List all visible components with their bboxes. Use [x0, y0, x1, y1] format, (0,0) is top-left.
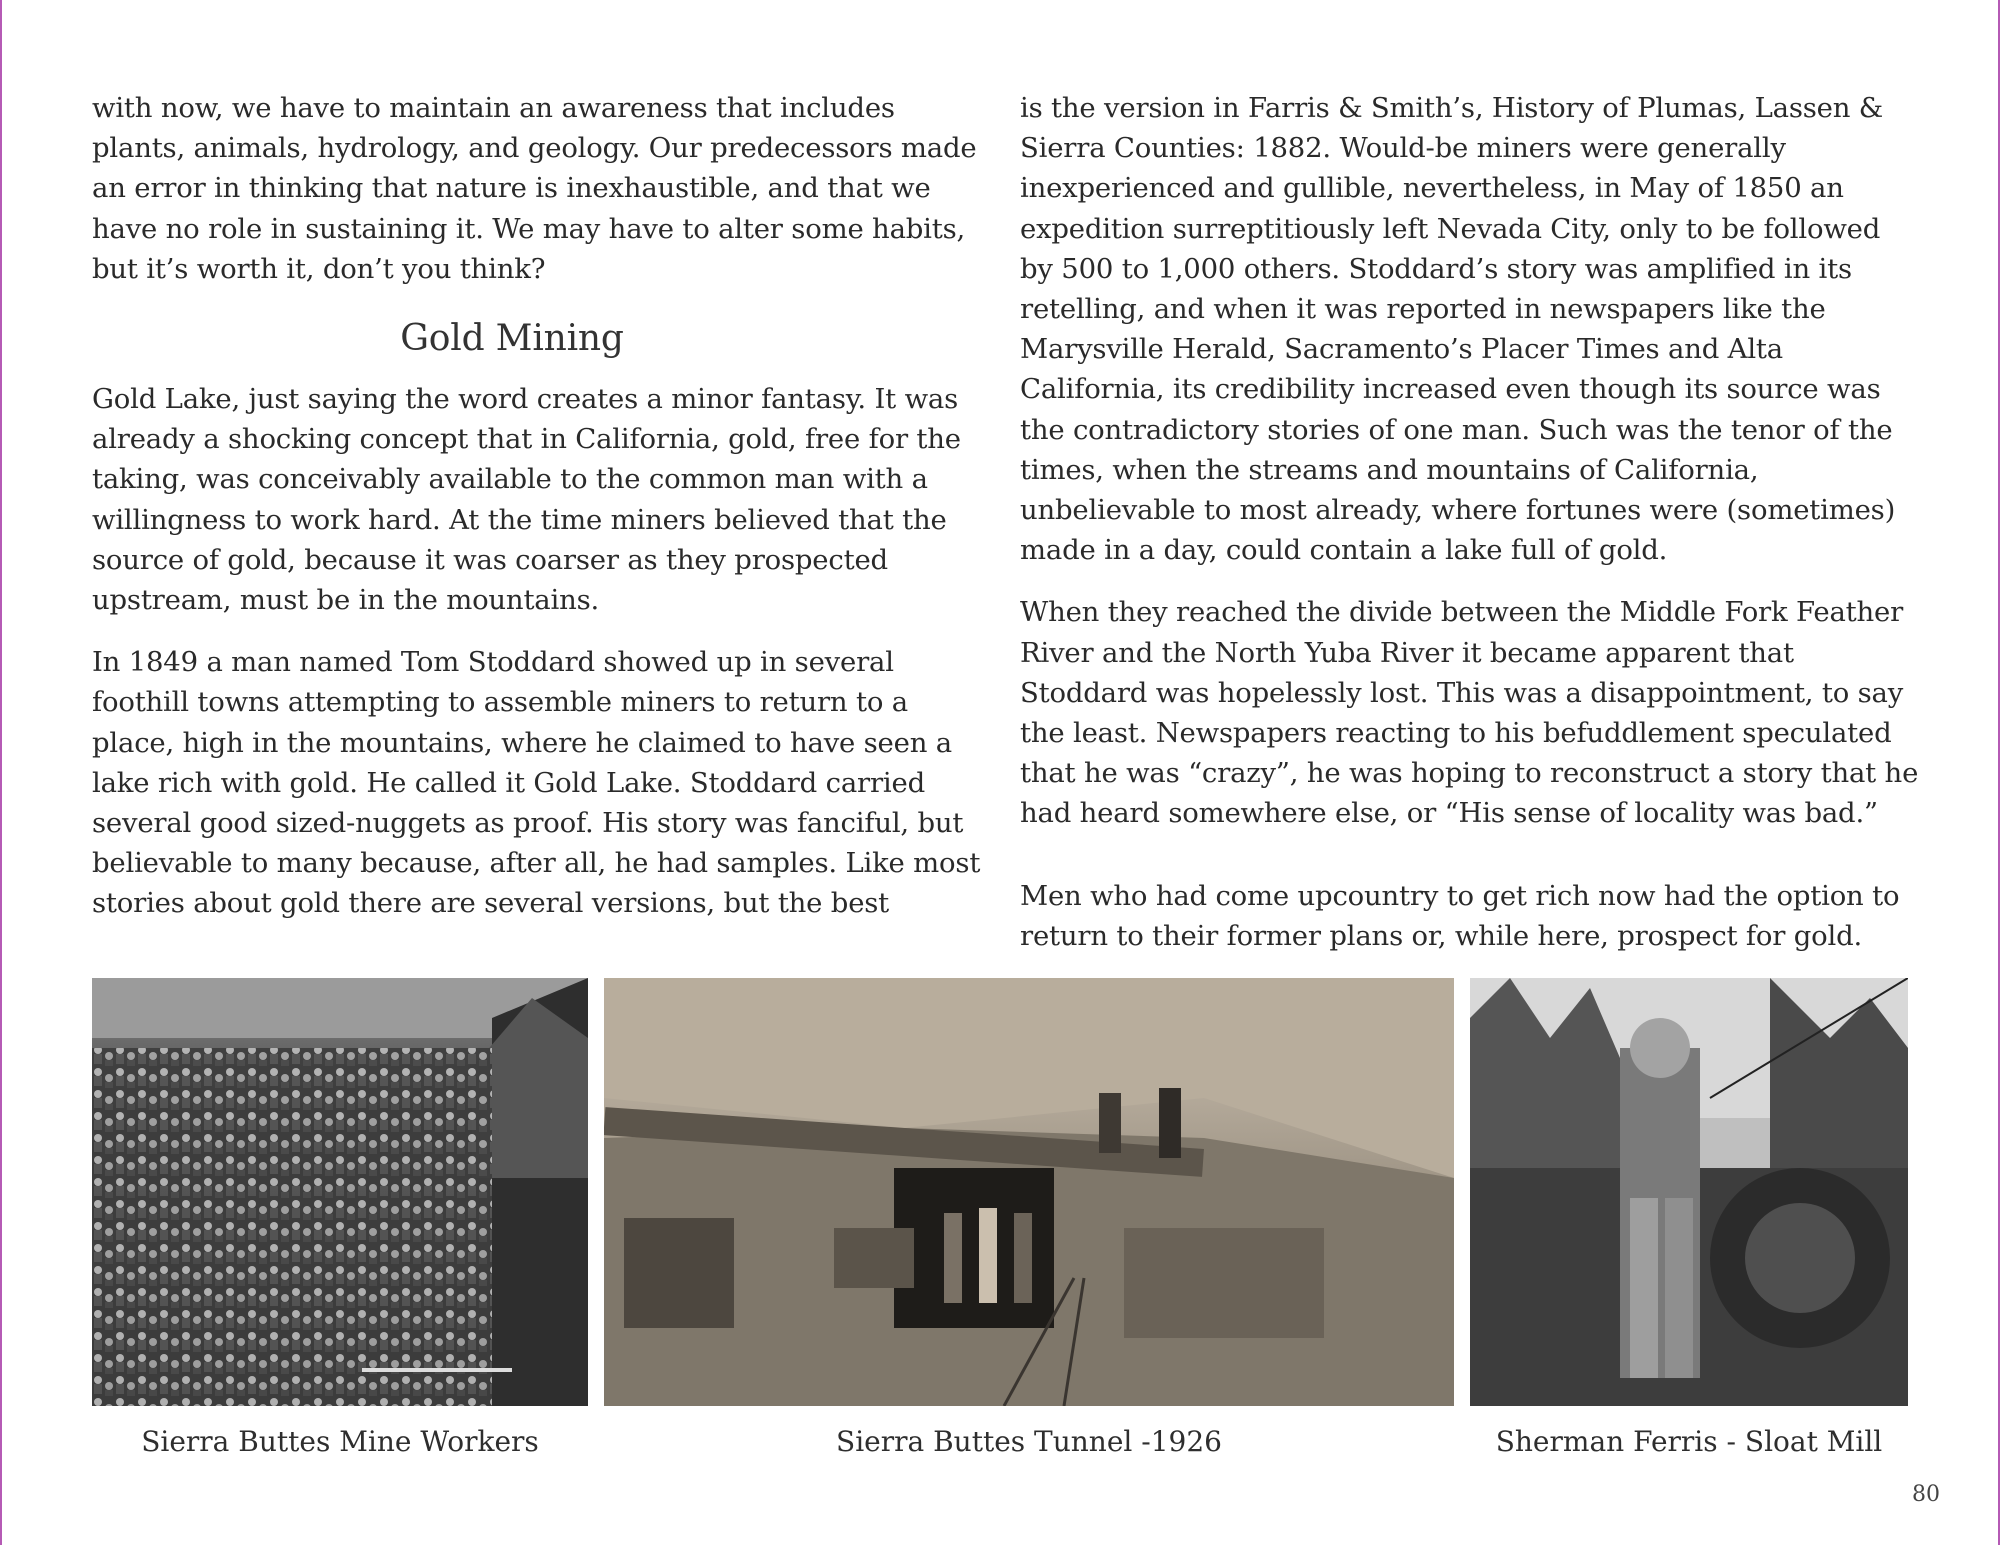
page-number: 80: [1912, 1482, 1940, 1507]
section-heading: Gold Mining: [400, 318, 624, 360]
gold-lake-paragraph: Gold Lake, just saying the word creates a minor fantasy. It was already a shocking concept that in California, gold, free for the taking, was conceivably available to the common man with a willingness to work hard. At the time miners believed that the source of gold, because it was coarser as they prospected upstream, must be in the mountains.: [92, 383, 961, 617]
left-text-column: [92, 88, 992, 924]
caption-tunnel: Sierra Buttes Tunnel -1926: [836, 1425, 1222, 1458]
intro-paragraph: with now, we have to maintain an awareness that includes plants, animals, hydrology, and geology. Our predecessors made an error in thinking that nature is inexhaustible, and that we have no role in sustaining it. We may have to alter some habits, but it’s worth it, don’t you think?: [92, 92, 977, 285]
version-paragraph: is the version in Farris & Smith’s, History of Plumas, Lassen & Sierra Counties: 1882. Would-be miners were generally inexperienced and gullible, nevertheless, in May of 1850 an expedition surreptitiously left Nevada City, only to be followed by 500 to 1,000 others. Stoddard’s story was amplified in its retelling, and when it was reported in newspapers like the Marysville Herald, Sacramento’s Placer Times and Alta California, its credibility increased even though its source was the contradictory stories of one man. Such was the tenor of the times, when the streams and mountains of California, unbelievable to most already, where fortunes were (sometimes) made in a day, could contain a lake full of gold.: [1020, 92, 1896, 567]
caption-mine-workers: Sierra Buttes Mine Workers: [141, 1425, 539, 1458]
page-border-left: [0, 0, 2, 1545]
divide-paragraph: When they reached the divide between the Middle Fork Feather River and the North Yuba River it became apparent that Stoddard was hopelessly lost. This was a disappointment, to say the least. Newspapers reacting to his befuddlement speculated that he was “crazy”, he was hoping to reconstruct a story that he had heard somewhere else, or “His sense of locality was bad.”: [1020, 596, 1919, 830]
stoddard-paragraph: In 1849 a man named Tom Stoddard showed up in several foothill towns attempting to assemble miners to return to a place, high in the mountains, where he claimed to have seen a lake rich with gold. He called it Gold Lake. Stoddard carried several good sized-nuggets as proof. His story was fanciful, but believable to many because, after all, he had samples. Like most stories about gold there are several versions, but the best: [92, 646, 981, 920]
photo-tunnel: [604, 978, 1454, 1406]
photo-sherman-ferris: [1470, 978, 1908, 1406]
right-text-column: [1020, 88, 1920, 956]
photo-mine-workers: [92, 978, 588, 1406]
caption-sherman-ferris: Sherman Ferris - Sloat Mill: [1495, 1425, 1883, 1458]
upcountry-paragraph: Men who had come upcountry to get rich now had the option to return to their former plans or, while here, prospect for gold.: [1020, 879, 1900, 952]
